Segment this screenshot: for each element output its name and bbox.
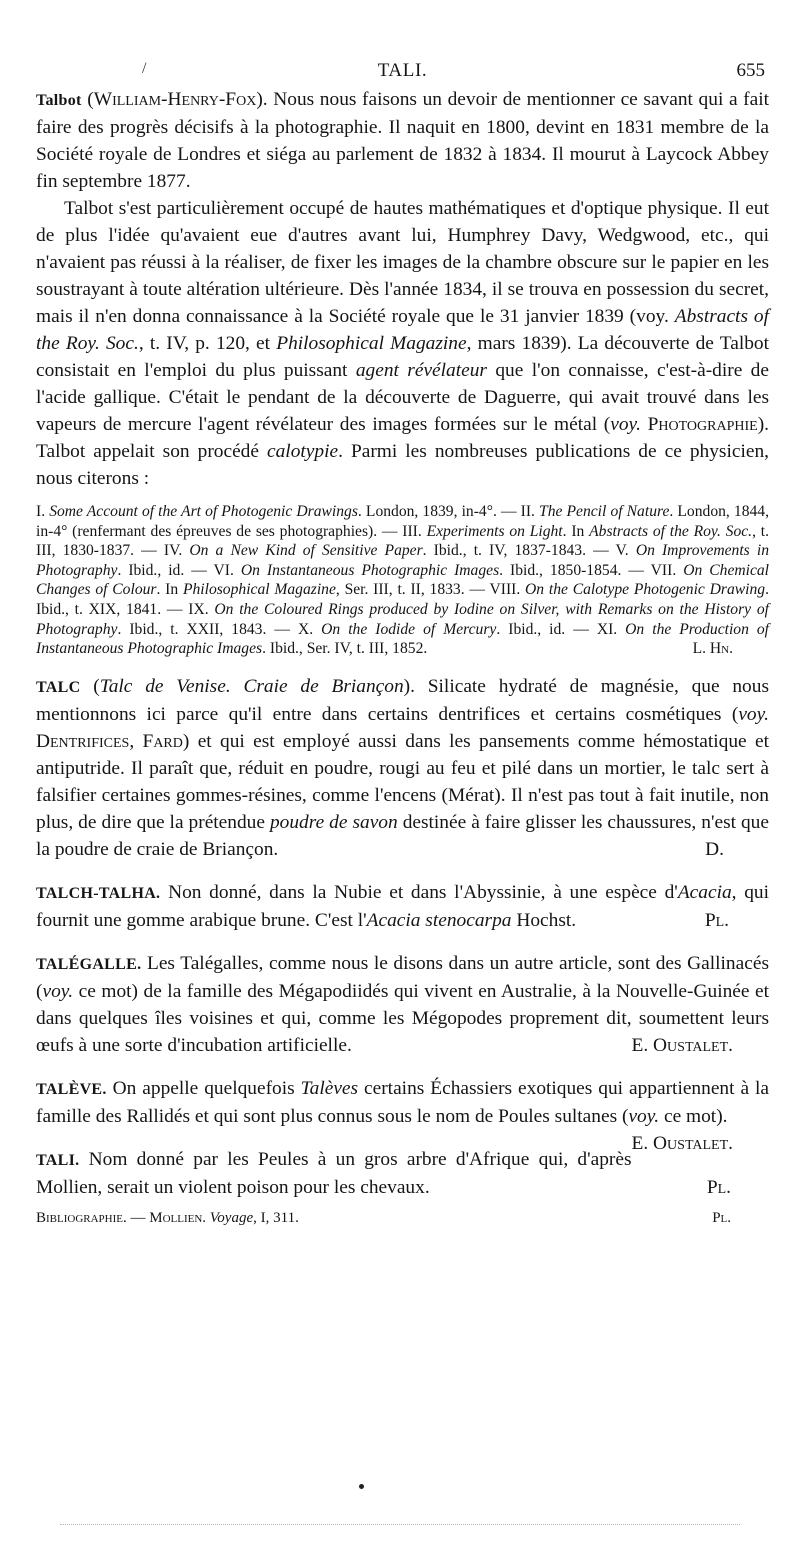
- biblio-details: . London, 1839, in-4°. —: [357, 503, 521, 520]
- entry-talc: [36, 673, 769, 863]
- biblio-details: . Ibid., id. —: [496, 620, 597, 638]
- author-signature: D.: [705, 838, 724, 860]
- bottom-edge-marks: [60, 1524, 740, 1527]
- entry-talbot: [36, 86, 769, 659]
- tali-bibliography: [36, 1207, 769, 1229]
- dash: —: [126, 1209, 150, 1226]
- biblio-title: On the Calotype Photogenic Drawing: [525, 581, 766, 599]
- talbot-paragraph-1: [36, 86, 769, 195]
- genus-name: Acacia: [677, 881, 732, 903]
- running-header: [36, 46, 769, 86]
- emphasis: calotypie: [267, 441, 339, 462]
- cross-reference: Dentrifices, Fard: [36, 730, 183, 752]
- running-title: TALI.: [377, 60, 428, 81]
- work-title: Voyage: [209, 1209, 254, 1226]
- entry-talegalle: [36, 950, 769, 1059]
- biblio-number: III.: [402, 522, 427, 540]
- text: destinée à faire glisser les chaussures, n'est que la poudre de craie de Briançon.: [36, 811, 769, 860]
- biblio-number: IX.: [188, 600, 215, 618]
- page-number: 655: [736, 60, 765, 81]
- entry-taleve: [36, 1075, 769, 1154]
- author-signature: Pl.: [704, 909, 729, 931]
- author-signature: Pl.: [712, 1209, 731, 1226]
- headword: TALC: [36, 678, 81, 696]
- biblio-details: . Ibid., Ser. IV, t. III, 1852.: [262, 640, 428, 658]
- headword: TALÉGALLE.: [36, 955, 142, 973]
- biblio-title: On the Iodide of Mercury: [321, 620, 497, 638]
- emphasis: voy.: [42, 980, 74, 1002]
- biblio-number: XI.: [596, 620, 626, 638]
- biblio-title: Philosophical Magazine: [182, 581, 336, 599]
- author-signature: E. Oustalet.: [631, 1132, 733, 1154]
- text: ) et qui est employé aussi dans les pansements comme hémostatique et antiputride. Il paraît que, réduit en poudre, rougi au feu et pilé dans un mortier, le talc sert à falsifier certaines gommes-résines, comme l'encens (Mérat). Il n'est pas tout à fait inutile, non plus, de dire que la prétendue: [36, 730, 770, 833]
- text: , qui fournit une gomme arabique brune. C'est l': [36, 881, 769, 931]
- biblio-details: . In: [562, 522, 590, 540]
- biblio-title: On the Coloured Rings produced by Iodine on Silver, with Remarks on the History of Photography: [36, 600, 769, 638]
- reference: , I, 311.: [253, 1209, 299, 1226]
- biblio-details: . London, 1844, in-4° (renfermant des épreuves de ses photographies). —: [36, 503, 769, 540]
- biblio-details: , Ser. III, t. II, 1833. —: [335, 581, 490, 599]
- emphasis: voy.: [610, 414, 641, 435]
- biblio-details: . Ibid., t. XXII, 1843. —: [117, 620, 298, 638]
- text: certains Échassiers exotiques qui appartiennent à la famille des Rallidés et qui sont plus connus sous le nom de Poules sultanes (: [36, 1077, 769, 1127]
- emphasis: voy.: [738, 703, 769, 725]
- talbot-paragraph-2: [36, 195, 769, 492]
- biblio-title: Some Account of the Art of Photogenic Drawings: [49, 503, 358, 520]
- biblio-number: VI.: [213, 561, 241, 579]
- biblio-number: IV.: [163, 542, 190, 560]
- text: , t. IV, p. 120, et: [138, 333, 277, 354]
- headword: TALCH-TALHA.: [36, 884, 161, 902]
- biblio-title: Abstracts of the Roy. Soc.: [589, 522, 753, 540]
- text: ce mot).: [659, 1105, 728, 1127]
- biblio-details: . In: [156, 581, 183, 599]
- talbot-bibliography: [36, 502, 769, 659]
- biblio-number: I.: [36, 503, 50, 520]
- emphasis: voy.: [628, 1105, 660, 1127]
- biblio-title: On Improvements in Photography: [36, 542, 769, 579]
- biblio-title: The Pencil of Nature: [539, 503, 670, 520]
- text: Hochst.: [511, 909, 577, 931]
- text: ). Silicate hydraté de magnésie, que nous mentionnons ici parce qu'il entre dans certains dentrifices et certains cosmétiques (: [36, 675, 769, 725]
- biblio-title: Experiments on Light: [426, 522, 563, 540]
- ink-dot: [359, 1484, 364, 1489]
- text: que l'on connaisse, c'est-à-dire de l'acide gallique. C'était le pendant de la découverte de Daguerre, qui avait trouvé dans les vapeurs de mercure l'agent révélateur des images formées sur le métal (: [36, 360, 769, 435]
- text: Talbot s'est particulièrement occupé de hautes mathématiques et d'optique physique. Il eut de plus l'idée qu'avaient eue d'autres avant lui, Humphrey Davy, Wedgwood, etc., qui n'avaient pas réussi à la réaliser, de fixer les images de la chambre obscure sur le papier en les soustrayant à toute altération ultérieure. Dès l'année 1834, il se trouva en possession du secret, mais il n'en donna connaissance à la Société royale que le 31 janvier 1839 (voy.: [36, 198, 769, 327]
- biblio-number: V.: [615, 542, 636, 560]
- biblio-details: . Ibid., t. XIX, 1841. —: [36, 581, 769, 618]
- citation: Abstracts of the Roy. Soc.: [36, 306, 769, 354]
- biblio-number: X.: [297, 620, 322, 638]
- biblio-details: . Ibid., id. —: [117, 561, 214, 579]
- cross-reference: Photographie: [647, 414, 758, 435]
- biblio-number: II.: [520, 503, 540, 520]
- genus-name: Talèves: [300, 1077, 359, 1099]
- biblio-title: On Chemical Changes of Colour: [36, 561, 770, 599]
- author-signature: E. Oustalet.: [631, 1034, 733, 1056]
- biblio-title: On Instantaneous Photographic Images: [240, 561, 500, 579]
- headword: TALÈVE.: [36, 1080, 107, 1098]
- emphasis: poudre de savon: [269, 811, 398, 833]
- bibliography-label: Bibliographie.: [36, 1209, 127, 1226]
- text: ). Talbot appelait son procédé: [36, 414, 769, 462]
- emphasis: agent révélateur: [355, 360, 487, 381]
- species-name: Acacia stenocarpa: [366, 909, 512, 931]
- text: Non donné, dans la Nubie et dans l'Abyssinie, à une espèce d': [160, 881, 678, 903]
- text: ). Nous nous faisons un devoir de mentionner ce savant qui a fait faire des progrès décisifs à la photographie. Il naquit en 1800, devint en 1831 membre de la Société royale de Londres et siéga au parlement de 1832 à 1834. Il mourut à Laycock Abbey fin septembre 1877.: [36, 89, 769, 192]
- biblio-details: , t. III, 1830-1837. —: [36, 522, 769, 560]
- biblio-number: VIII.: [489, 581, 526, 599]
- citation: Philosophical Magazine: [276, 333, 467, 354]
- biblio-title: On a New Kind of Sensitive Paper: [189, 542, 423, 560]
- text: (: [80, 675, 100, 697]
- dictionary-page: [36, 46, 769, 1229]
- biblio-title: On the Production of Instantaneous Photographic Images: [36, 620, 769, 658]
- headword: Talbot: [36, 92, 82, 109]
- text: (: [81, 89, 94, 110]
- author-signature: L. Hn.: [692, 640, 733, 658]
- biblio-number: VII.: [650, 561, 684, 579]
- text: . Parmi les nombreuses publications de ce physicien, nous citerons :: [36, 441, 769, 489]
- text: , mars 1839). La découverte de Talbot consistait en l'emploi du plus puissant: [36, 333, 770, 381]
- text: Nom donné par les Peules à un gros arbre d'Afrique qui, d'après Mollien, serait un violent poison pour les chevaux.: [36, 1148, 632, 1198]
- margin-mark: /: [142, 60, 147, 77]
- text: On appelle quelquefois: [106, 1077, 301, 1099]
- biblio-details: . Ibid., 1850-1854. —: [499, 561, 651, 579]
- text: ce mot) de la famille des Mégapodiidés qui vivent en Australie, à la Nouvelle-Guinée et dans quelques îles voisines et qui, comme les Mégopodes proprement dit, soumettent leurs œufs à une sorte d'incubation artificielle.: [36, 980, 769, 1056]
- author-name: Mollien.: [149, 1209, 207, 1226]
- biblio-details: . Ibid., t. IV, 1837-1843. —: [422, 542, 616, 560]
- author-signature: Pl.: [706, 1176, 731, 1198]
- person-names: William-Henry-Fox: [93, 89, 257, 110]
- synonyms: Talc de Venise. Craie de Briançon: [99, 675, 404, 697]
- entry-talch-talha: [36, 879, 769, 934]
- text: Les Talégalles, comme nous le disons dans un autre article, sont des Gallinacés (: [36, 952, 769, 1002]
- headword: TALI.: [36, 1151, 80, 1169]
